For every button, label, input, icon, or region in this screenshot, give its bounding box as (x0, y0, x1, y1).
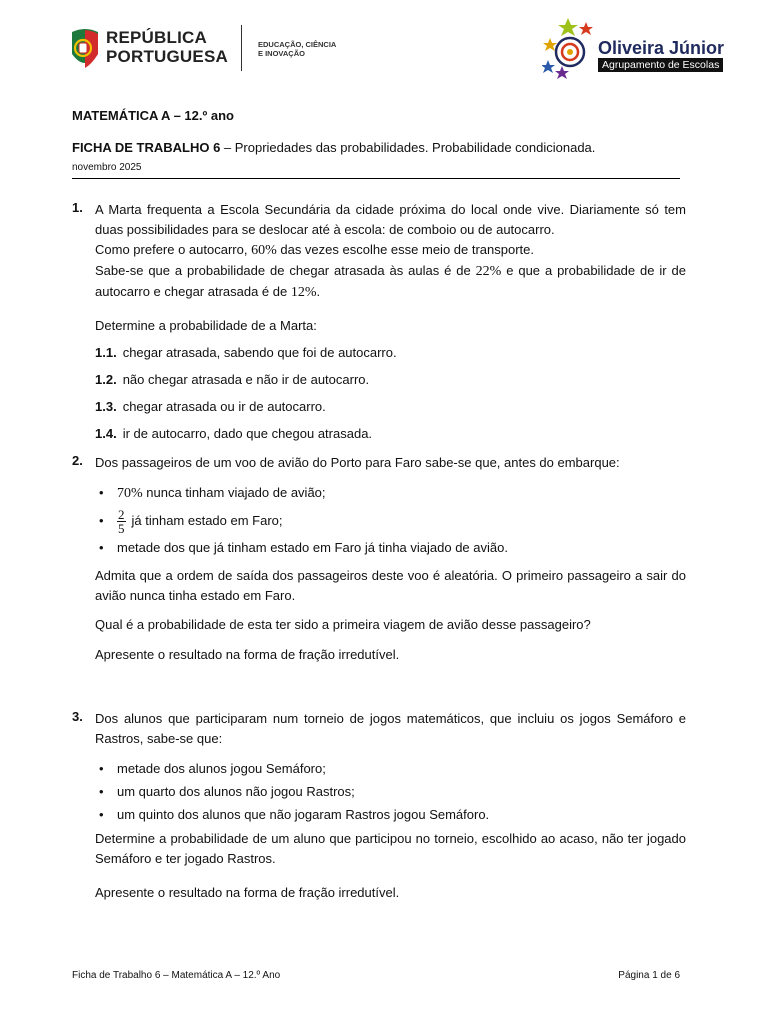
q2-paragraph-2: Qual é a probabilidade de esta ter sido a primeira viagem de avião desse passageiro? (95, 617, 591, 632)
q1-paragraph-1: A Marta frequenta a Escola Secundária da cidade próxima do local onde vive. Diariamente só tem duas possibilidades para se deslocar até à escola: de comboio ou de autocarro. (95, 202, 686, 237)
sheet-title (72, 139, 680, 157)
list-item: • metade dos alunos jogou Semáforo; (95, 759, 686, 779)
school-subtitle: Agrupamento de Escolas (598, 58, 723, 72)
fraction: • $\frac{2}{5}$ (118, 507, 125, 537)
q1-prompt: Determine a probabilidade de a Marta: (95, 318, 317, 333)
sub-question: 1.1. chegar atrasada, sabendo que foi de autocarro. (95, 345, 397, 360)
government-name: REPÚBLICA PORTUGUESA (106, 28, 228, 66)
question-1 (72, 200, 686, 444)
question-3 (72, 709, 686, 903)
q3-conditions-list (95, 759, 686, 825)
q2-conditions-list (95, 483, 686, 558)
sheet-date: novembro 2025 (72, 162, 142, 173)
page-number: Página 1 de 6 (618, 970, 680, 981)
page-header (0, 0, 768, 100)
percent-value: 12% (290, 285, 317, 300)
school-name: Oliveira Júnior (598, 38, 725, 58)
sub-question: 1.2. não chegar atrasada e não ir de autocarro. (95, 372, 370, 387)
question-number: 3. (72, 709, 83, 724)
percent-value: 70% (117, 486, 143, 501)
list-item: • $\frac{2}{5}$ já tinham estado em Faro; (95, 504, 686, 538)
percent-value: 22% (475, 264, 502, 279)
q2-paragraph-3: Apresente o resultado na forma de fração irredutível. (95, 647, 400, 662)
title-block (72, 107, 680, 174)
government-logo (68, 26, 248, 76)
sheet-label: FICHA DE TRABALHO 6 (72, 140, 221, 155)
q2-paragraph-1: Admita que a ordem de saída dos passageiros deste voo é aleatória. O primeiro passageiro a sair do avião nunca tinha estado em Faro. (95, 568, 686, 603)
title-rule (72, 178, 680, 179)
school-emblem-icon (542, 16, 598, 80)
q3-paragraph-2: Apresente o resultado na forma de fração irredutível. (95, 885, 400, 900)
question-number: 1. (72, 200, 83, 215)
question-number: 2. (72, 453, 83, 468)
footer-document-title: Ficha de Trabalho 6 – Matemática A – 12.º Ano (72, 970, 281, 981)
q3-intro: Dos alunos que participaram num torneio de jogos matemáticos, que incluiu os jogos Semáforo e Rastros, sabe-se que: (95, 711, 686, 746)
percent-value: 60% (251, 243, 277, 258)
q1-paragraph-2: Como prefere o autocarro, 60% das vezes escolhe esse meio de transporte. (95, 242, 535, 258)
q3-paragraph-1: Determine a probabilidade de um aluno que participou no torneio, escolhido ao acaso, não ter jogado Semáforo e ter jogado Rastros. (95, 831, 686, 866)
sheet-topic: – Propriedades das probabilidades. Probabilidade condicionada. (220, 140, 596, 155)
question-2 (72, 453, 686, 665)
sub-question: 1.4. ir de autocarro, dado que chegou atrasada. (95, 426, 373, 441)
portuguese-shield-icon (68, 28, 102, 72)
list-item: • um quinto dos alunos que não jogaram Rastros jogou Semáforo. (95, 805, 686, 825)
q2-intro: Dos passageiros de um voo de avião do Porto para Faro sabe-se que, antes do embarque: (95, 455, 620, 470)
q1-paragraph-3: Sabe-se que a probabilidade de chegar atrasada às aulas é de 22% e que a probabilidade de ir de autocarro e chegar atrasada é de 12%. (95, 263, 686, 300)
sub-question: 1.3. chegar atrasada ou ir de autocarro. (95, 399, 326, 414)
list-item: • metade dos que já tinham estado em Faro já tinha viajado de avião. (95, 538, 686, 558)
list-item: • um quarto dos alunos não jogou Rastros; (95, 782, 686, 802)
list-item: • 70% nunca tinham viajado de avião; (95, 483, 686, 504)
school-logo (542, 16, 725, 80)
ministry-name: EDUCAÇÃO, CIÊNCIA E INOVAÇÃO (258, 40, 337, 58)
course-title: MATEMÁTICA A – 12.º ano (72, 108, 234, 123)
header-divider (241, 25, 242, 71)
